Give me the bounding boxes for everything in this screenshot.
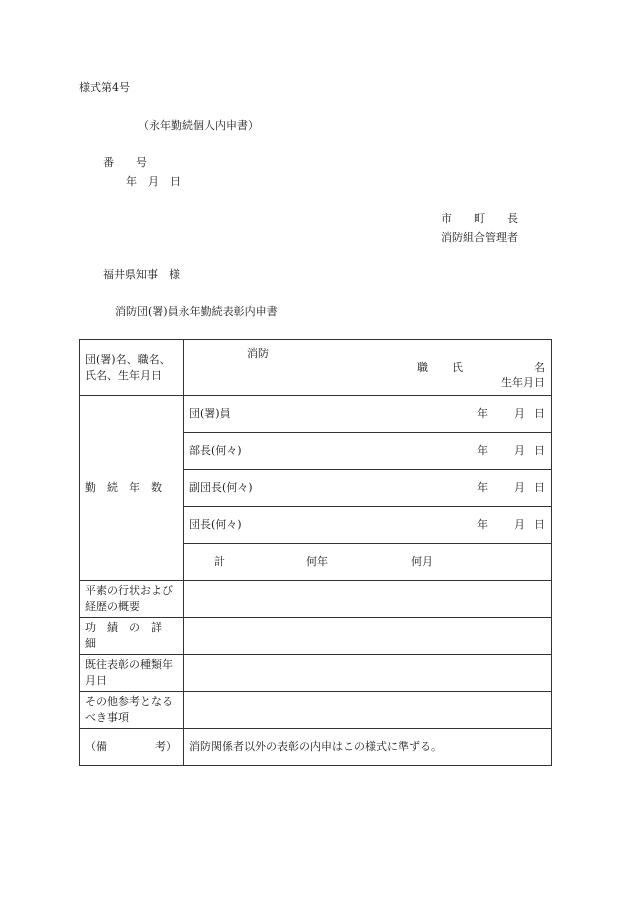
- other-notes-label: その他参考となるべき事項: [80, 692, 184, 729]
- sender-union-manager: 消防組合管理者: [441, 231, 518, 244]
- day-unit: 日: [534, 481, 545, 494]
- achievements-label: 功 績 の 詳 細: [80, 618, 184, 655]
- other-notes-content: [184, 692, 552, 729]
- conduct-label: 平素の行状および経歴の概要: [80, 581, 184, 618]
- total-years: 何年: [306, 555, 328, 568]
- form-number: 様式第4号: [79, 81, 130, 94]
- table-row: [80, 581, 552, 618]
- year-unit: 年: [477, 481, 488, 494]
- day-unit: 日: [534, 518, 545, 531]
- service-role: 団長(何々): [189, 518, 242, 531]
- date-line: 年 月 日: [126, 175, 181, 188]
- number-line: 番 号: [103, 156, 147, 169]
- service-role: 副団長(何々): [189, 481, 253, 494]
- conduct-content: [184, 581, 552, 618]
- addressee: 福井県知事 様: [103, 268, 180, 281]
- table-row: [80, 396, 552, 433]
- table-row: [80, 340, 552, 396]
- position-label: 職: [417, 361, 428, 374]
- table-row: [80, 655, 552, 692]
- year-unit: 年: [477, 518, 488, 531]
- document-subject: 消防団(署)員永年勤続表彰内申書: [115, 305, 278, 318]
- remarks-label-open: （備: [85, 740, 107, 754]
- service-row: [184, 433, 552, 470]
- service-years-label: [80, 396, 184, 581]
- total-months: 何月: [411, 555, 433, 568]
- header-label: 団(署)名、職名、氏名、生年月日: [80, 340, 184, 396]
- previous-awards-label: 既往表彰の種類年月日: [80, 655, 184, 692]
- remarks-content: 消防関係者以外の表彰の内申はこの様式に準ずる。: [184, 729, 552, 766]
- day-unit: 日: [534, 444, 545, 457]
- table-row: [80, 692, 552, 729]
- sender-mayor: 市 町 長: [441, 212, 518, 225]
- month-unit: 月: [514, 444, 525, 457]
- total-row: [184, 544, 552, 581]
- application-table: [79, 339, 552, 766]
- service-row: [184, 507, 552, 544]
- service-row: [184, 470, 552, 507]
- table-row: [80, 729, 552, 766]
- remarks-label-close: 考）: [155, 740, 177, 754]
- dept-prefix: 消防: [247, 347, 269, 360]
- name-label-prefix: 氏: [452, 361, 463, 374]
- form-title: （永年勤続個人内申書）: [138, 119, 259, 132]
- month-unit: 月: [514, 407, 525, 420]
- table-row: [80, 618, 552, 655]
- year-unit: 年: [477, 444, 488, 457]
- service-years-text: 勤 続 年 数: [85, 481, 162, 495]
- year-unit: 年: [477, 407, 488, 420]
- service-role: 団(署)員: [189, 407, 231, 420]
- service-row: [184, 396, 552, 433]
- service-role: 部長(何々): [189, 444, 242, 457]
- achievements-content: [184, 618, 552, 655]
- month-unit: 月: [514, 481, 525, 494]
- remarks-label: [80, 729, 184, 766]
- previous-awards-content: [184, 655, 552, 692]
- header-content: [184, 340, 552, 396]
- birthdate-label: 生年月日: [501, 376, 545, 389]
- total-label: 計: [214, 555, 225, 568]
- day-unit: 日: [534, 407, 545, 420]
- month-unit: 月: [514, 518, 525, 531]
- name-label-suffix: 名: [534, 361, 545, 374]
